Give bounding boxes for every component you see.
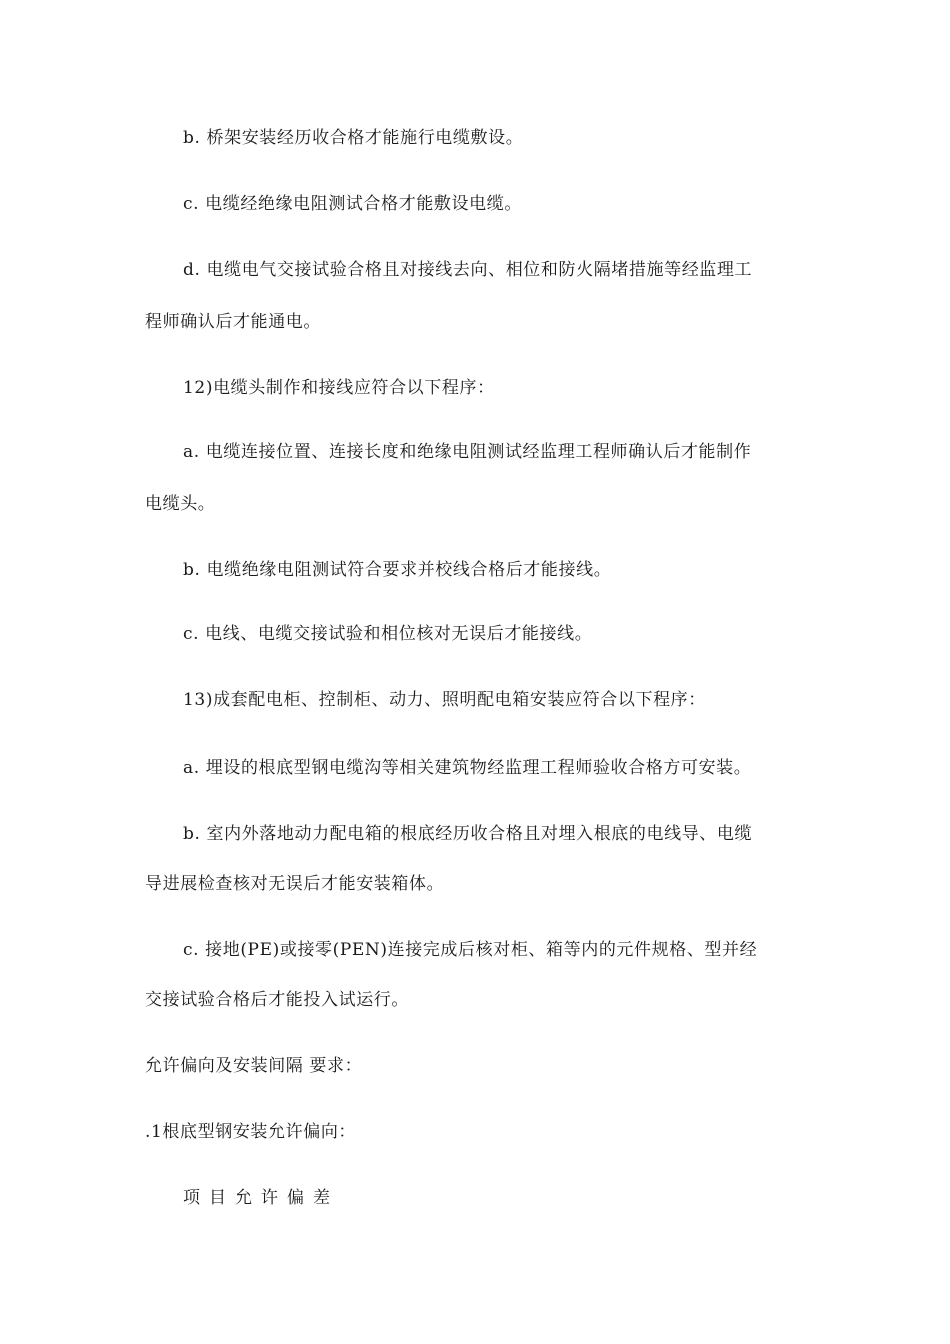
paragraph-line: 导进展检查核对无误后才能安装箱体。 bbox=[145, 874, 445, 894]
subsection-heading: .1根底型钢安装允许偏向： bbox=[145, 1122, 357, 1142]
paragraph-line: c. 电线、电缆交接试验和相位核对无误后才能接线。 bbox=[183, 624, 593, 644]
paragraph-line: 电缆头。 bbox=[145, 494, 216, 514]
paragraph-line: b. 桥架安装经历收合格才能施行电缆敷设。 bbox=[183, 128, 524, 148]
paragraph-line: 13)成套配电柜、控制柜、动力、照明配电箱安装应符合以下程序： bbox=[183, 690, 706, 710]
paragraph-line: 程师确认后才能通电。 bbox=[145, 312, 321, 332]
paragraph-line: a. 电缆连接位置、连接长度和绝缘电阻测试经监理工程师确认后才能制作 bbox=[183, 442, 752, 462]
paragraph-line: 交接试验合格后才能投入试运行。 bbox=[145, 990, 409, 1010]
paragraph-line: c. 电缆经绝缘电阻测试合格才能敷设电缆。 bbox=[183, 194, 522, 214]
paragraph-line: d. 电缆电气交接试验合格且对接线去向、相位和防火隔堵措施等经监理工 bbox=[183, 260, 753, 280]
paragraph-line: 12)电缆头制作和接线应符合以下程序： bbox=[183, 378, 495, 398]
paragraph-line: b. 电缆绝缘电阻测试符合要求并校线合格后才能接线。 bbox=[183, 560, 612, 580]
table-header: 项目允许偏差 bbox=[183, 1188, 339, 1208]
paragraph-line: a. 埋设的根底型钢电缆沟等相关建筑物经监理工程师验收合格方可安装。 bbox=[183, 758, 752, 778]
paragraph-line: b. 室内外落地动力配电箱的根底经历收合格且对埋入根底的电线导、电缆 bbox=[183, 824, 753, 844]
section-heading: 允许偏向及安装间隔 要求： bbox=[145, 1056, 363, 1076]
paragraph-line: c. 接地(PE)或接零(PEN)连接完成后核对柜、箱等内的元件规格、型并经 bbox=[183, 940, 758, 960]
